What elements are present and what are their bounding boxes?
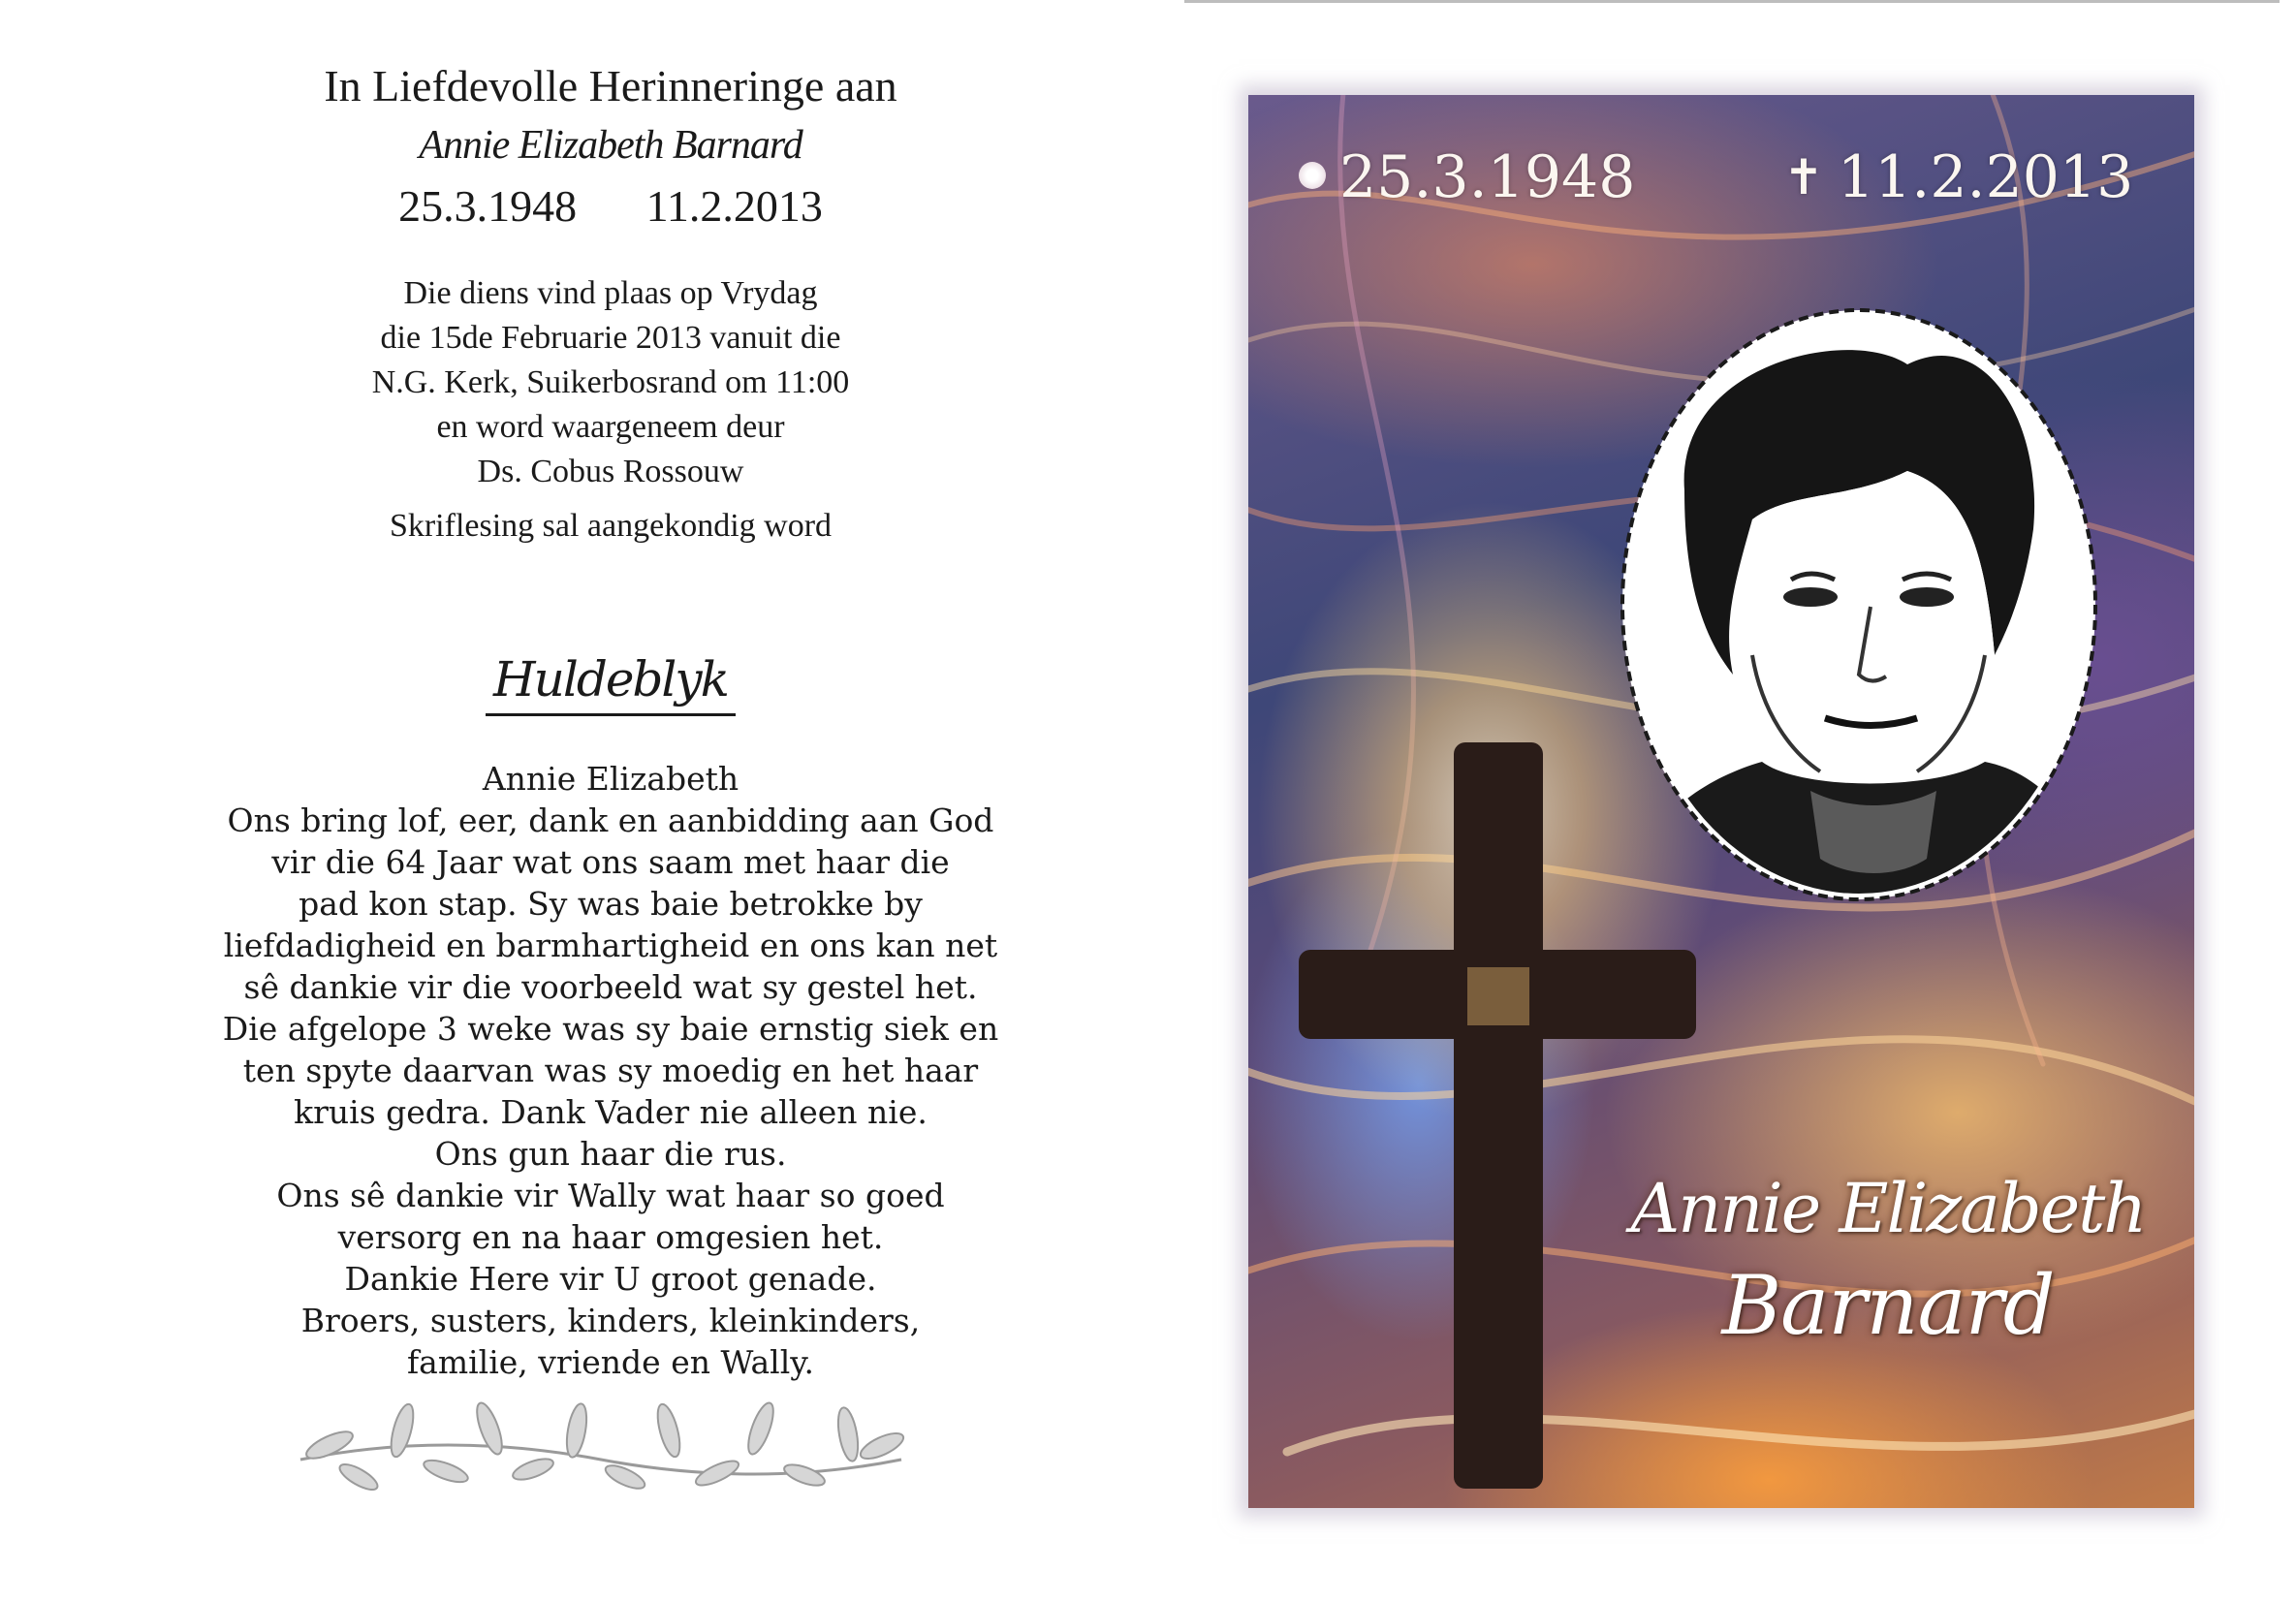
memorial-card-cover (1248, 95, 2194, 1508)
memorial-intro-title: In Liefdevolle Herinneringe aan (324, 61, 897, 110)
tribute-line: kruis gedra. Dank Vader nie alleen nie. (294, 1093, 928, 1131)
service-line: Die diens vind plaas op Vrydag (403, 275, 818, 311)
cross-icon: ✝ (1783, 149, 1824, 206)
service-line: Ds. Cobus Rossouw (477, 454, 744, 489)
tribute-line: familie, vriende en Wally. (406, 1343, 815, 1381)
tribute-line: Broers, susters, kinders, kleinkinders, (300, 1302, 921, 1339)
tribute-line: sê dankie vir die voorbeeld wat sy gestel het. (243, 968, 978, 1006)
death-date: 11.2.2013 (645, 181, 823, 231)
tribute-line: Ons bring lof, eer, dank en aanbidding aan God (227, 802, 994, 839)
tribute-text (0, 758, 1221, 1383)
tribute-line: Ons gun haar die rus. (434, 1135, 787, 1173)
service-details (0, 271, 1221, 494)
card-birth-date: 25.3.1948 (1299, 143, 1635, 211)
tribute-line: Dankie Here vir U groot genade. (344, 1260, 877, 1298)
tribute-line: ten spyte daarvan was sy moedig en het haar (242, 1052, 979, 1089)
service-line: en word waargeneem deur (436, 409, 785, 445)
birth-date: 25.3.1948 (398, 181, 578, 231)
tribute-heading (0, 651, 1221, 716)
deceased-name: Annie Elizabeth Barnard (419, 123, 802, 168)
star-dot-icon (1299, 162, 1326, 189)
tribute-line: pad kon stap. Sy was baie betrokke by (299, 885, 923, 923)
service-line: N.G. Kerk, Suikerbosrand om 11:00 (371, 364, 850, 400)
card-surname: Barnard (1721, 1258, 2055, 1353)
tribute-heading-text: Huldeblyk (486, 651, 736, 716)
service-line: die 15de Februarie 2013 vanuit die (380, 320, 841, 356)
tribute-line: Annie Elizabeth (482, 760, 739, 798)
tribute-line: versorg en na haar omgesien het. (337, 1218, 884, 1256)
card-first-names: Annie Elizabeth (1630, 1169, 2146, 1248)
scripture-reading-note: Skriflesing sal aangekondig word (389, 508, 833, 544)
leaf-vine-ornament-icon (291, 1392, 911, 1508)
life-dates (0, 180, 1221, 232)
card-death-date: ✝ 11.2.2013 (1783, 143, 2134, 211)
tribute-line: Ons sê dankie vir Wally wat haar so goed (276, 1177, 945, 1214)
portrait-photo (1617, 306, 2101, 903)
tribute-line: vir die 64 Jaar wat ons saam met haar die (271, 843, 950, 881)
tribute-line: liefdadigheid en barmhartigheid en ons kan net (223, 927, 998, 964)
page-top-rule (1184, 0, 2280, 3)
tribute-line: Die afgelope 3 weke was sy baie ernstig siek en (222, 1010, 999, 1048)
